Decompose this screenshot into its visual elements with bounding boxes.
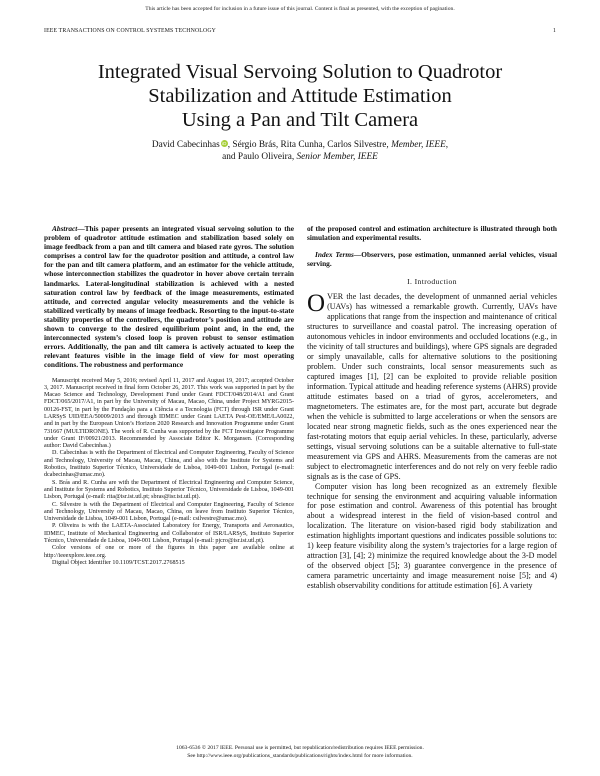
footnote-manuscript: Manuscript received May 5, 2016; revised April 11, 2017 and August 19, 2017; accepted October 3, 2017. Manuscript received in final form October 26, 2017. This work was supported in part by the Macao Science and Technology, Development Fund under Grant FDCT/048/2014/A1 and Grant FDCT/065/2017/A1, in part by the University of Macau, Macao, China, under Project MYRG2015-00126-FST, in part by the Fundação para a Ciência e a Tecnologia (FCT) through ISR under Grant LARSyS UID/EEA/50009/2013 and through IDMEC under Grant LAETA Pest-OE/EME/LA0022, and in part by the European Union’s Horizon 2020 Research and Innovation Programme under Grant 731667 (MULTIDRONE). The work of R. Cunha was supported by the FCT Investigator Programme under Grant IF/00921/2013. Recommended by Associate Editor K. Morgansen. (Corresponding author: David Cabecinhas.) [44,377,294,450]
copyright-notice [0,745,600,760]
index-terms-text: —Observers, pose estimation, unmanned aerial vehicles, visual serving. [307,250,557,269]
footnote-doi: Digital Object Identifier 10.1109/TCST.2017.2768515 [52,559,185,566]
author-name: David Cabecinhas [151,140,220,150]
footnote-affiliation: D. Cabecinhas is with the Department of Electrical and Computer Engineering, Faculty of Science and Technology, University of Macau, Macau, China, and also with the Institute for Systems and Robotics, Instituto Superior Técnico, Universidade de Lisboa, 1049-001 Lisbon, Portugal (e-mail: dcabecinhas@umac.mo). [44,450,294,479]
abstract-heading: Abstract [52,224,78,233]
right-column [307,224,557,591]
rights-link[interactable]: See http://www.ieee.org/publications_standards/publications/rights/index.html for more information. [187,752,413,759]
title-line: Stabilization and Attitude Estimation [148,85,452,107]
intro-paragraph-2: Computer vision has long been recognized as an extremely flexible technique for sensing the environment and acquiring valuable information for pose estimation and control. Awareness of this potential has brought about a widespread interest in the field of vision-based control and localization. The literature on vision-based rigid body stabilization and estimation highlights important questions and indicates possible solutions to: 1) keep feature visibility along the system’s trajectories for a large region of attraction [3], [4]; 2) minimize the required knowledge about the 3-D model of the observed object [5]; 3) guarantee convergence in the presence of camera parametric uncertainty and image measurement noise [5]; and 4) establish observability conditions for attitude estimation [6]. A variety [307,481,557,591]
journal-name: IEEE TRANSACTIONS ON CONTROL SYSTEMS TECHNOLOGY [44,28,216,34]
index-terms [307,250,557,268]
orcid-icon[interactable]: iD [222,141,227,146]
index-terms-heading: Index Terms [315,250,354,260]
paper-title [40,60,560,132]
section-heading: I. Introduction [407,277,457,287]
author-line-2 [60,151,540,163]
abstract [44,224,294,370]
footnote-color-note: Color versions of one or more of the figures in this paper are available online at http://ieeexplore.ieee.org. [44,545,294,559]
copyright-line: 1063-6536 © 2017 IEEE. Personal use is permitted, but republication/redistribution requires IEEE permission. [176,745,424,751]
author-role: Senior Member, IEEE [296,152,378,162]
footnote-affiliation: S. Brás and R. Cunha are with the Department of Electrical Engineering and Computer Science, and Institute for Systems and Robotics, Instituto Superior Técnico, Universidade de Lisboa, 1049-001 Lisbon, Portugal (e-mail: rita@isr.ist.utl.pt; sbras@isr.ist.utl.pt). [44,479,294,501]
drop-cap: O [307,290,326,318]
author-name: and Paulo Oliveira, [222,152,297,162]
footnote-affiliation: C. Silvestre is with the Department of Electrical and Computer Engineering, Faculty of Science and Technology, University of Macau, Macao, China, on leave from Instituto Superior Técnico, Universidade de Lisboa, 1049-001 Lisbon, Portugal (e-mail: csilvestre@umac.mo). [44,501,294,523]
intro-paragraph-1 [307,292,557,481]
author-role: Member, IEEE [391,140,446,150]
left-column [44,224,294,567]
title-line: Integrated Visual Servoing Solution to Quadrotor [97,61,503,83]
acceptance-notice: This article has been accepted for inclusion in a future issue of this journal. Content is final as presented, with the exception of pagination. [145,6,455,12]
footnotes [44,378,294,568]
abstract-continuation: of the proposed control and estimation architecture is illustrated through both simulation and experimental results. [307,224,557,243]
author-list [60,139,540,163]
page-number: 1 [552,28,556,34]
footnote-affiliation: P. Oliveira is with the LAETA-Associated Laboratory for Energy, Transports and Aeronautics, IDMEC, Institute of Mechanical Engineering and Collaborator of ISR/LARSyS, Instituto Superior Técnico, Universidade de Lisboa, 1049-001 Lisbon, Portugal (e-mail: pjcro@isr.ist.utl.pt). [44,523,294,545]
abstract-text: —This paper presents an integrated visual servoing solution to the problem of quadrotor attitude estimation and stabilization based solely on image feedback from a pan and tilt camera and biased rate gyros. The solution comprises a control law for the quadrotor position and attitude, a control law for the pan and tilt camera platform, and an estimator for the vehicle attitude, whose interconnection stabilizes the quadrotor in hover above certain terrain landmarks. Lateral-longitudinal stabilization is achieved with a nested saturation control law by feedback of the image measurements, estimated attitude, and corrected angular velocity measurements and the vehicle is stabilized vertically by means of image feedback. Resorting to the input-to-state stability properties of the controllers, the quadrotor’s position and attitude are shown to converge to the desired equilibrium point and, in the end, the interconnected system’s closed loop is proven robust to sensor estimation errors. Additionally, the pan and tilt camera is actively actuated to keep the relevant features visible in the image field of view for most operating conditions. The robustness and performance [44,224,294,370]
title-line: Using a Pan and Tilt Camera [181,109,419,131]
author-separator: , [445,140,449,150]
intro-paragraph-1-text: VER the last decades, the development of unmanned aerial vehicles (UAVs) has witnessed a remarkable growth. Currently, UAVs have applications that range from the inspection and maintenance of critical structures to surveillance and coastal patrol. The increasing operation of autonomous vehicles in indoor environments and occluded locations (e.g., in the vicinity of tall structures and buildings), where GPS signals are degraded or simply unavailable, calls for alternative solutions to the positioning problem. Under such constraints, local sensor measurements such as captured images [1], [2] can be exploited to provide reliable position information. Typical attitude and heading reference systems (AHRS) provide attitude estimates based on a triad of gyros, accelerometers, and magnetometers. The estimates are, for the most part, accurate but degrade when the vehicle is submitted to large accelerations or when the sensors are located near strong magnetic fields, such as the ones experienced near the fast-rotating motors that equip aerial vehicles. In these, particularly, adverse settings, visual servoing solutions can be a suitable alternative to full-state measurement via GPS and AHRS. Measurements from the cameras are not subject to electromagnetic interferences and do not rely on very feeble radio signals as is the case of GPS. [307,292,557,481]
author-line-1 [60,139,540,151]
running-head [44,28,556,38]
author-names: , Sérgio Brás, Rita Cunha, Carlos Silvestre, [227,140,392,150]
